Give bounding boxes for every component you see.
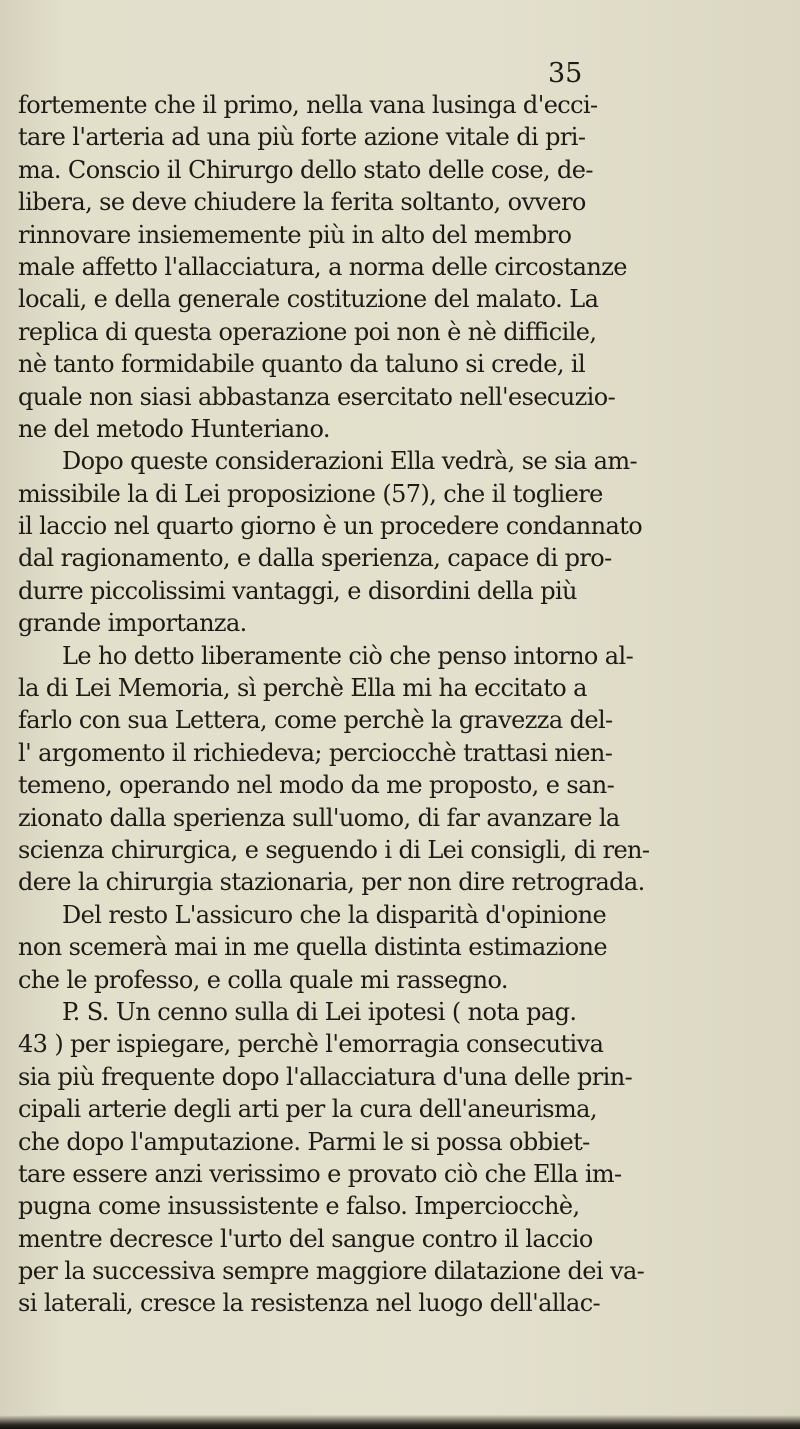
text-line xyxy=(18,283,788,315)
line-text: la di Lei Memoria, sì perchè Ella mi ha eccitato a xyxy=(18,674,587,703)
text-line xyxy=(18,672,788,704)
line-text: durre piccolissimi vantaggi, e disordini della più xyxy=(18,576,577,605)
line-text: Dopo queste considerazioni Ella vedrà, se sia am- xyxy=(62,447,637,476)
text-line xyxy=(18,316,788,348)
line-text: dere la chirurgia stazionaria, per non dire retrograda. xyxy=(18,868,645,897)
text-line xyxy=(18,445,788,477)
text-line xyxy=(18,575,788,607)
line-text: replica di questa operazione poi non è nè difficile, xyxy=(18,317,597,346)
text-line xyxy=(18,219,788,251)
text-line xyxy=(18,121,788,153)
text-line xyxy=(18,1061,788,1093)
line-text: missibile la di Lei proposizione (57), che il togliere xyxy=(18,479,603,508)
text-line xyxy=(18,964,788,996)
text-line xyxy=(18,348,788,380)
text-line xyxy=(18,899,788,931)
text-line xyxy=(18,834,788,866)
line-text: il laccio nel quarto giorno è un procedere condannato xyxy=(18,512,643,541)
line-text: nè tanto formidabile quanto da taluno si crede, il xyxy=(18,350,586,379)
body-text xyxy=(18,89,788,1320)
text-line xyxy=(18,866,788,898)
text-line xyxy=(18,1223,788,1255)
text-line xyxy=(18,186,788,218)
line-text: 43 ) per ispiegare, perchè l'emorragia consecutiva xyxy=(18,1030,604,1059)
page-bottom-edge xyxy=(0,1415,800,1429)
text-line xyxy=(18,1158,788,1190)
line-text: tare l'arteria ad una più forte azione vitale di pri- xyxy=(18,123,586,152)
text-line xyxy=(18,931,788,963)
line-text: zionato dalla sperienza sull'uomo, di far avanzare la xyxy=(18,803,620,832)
line-text: grande importanza. xyxy=(18,609,247,638)
text-line xyxy=(18,704,788,736)
line-text: Del resto L'assicuro che la disparità d'opinione xyxy=(62,900,607,929)
line-text: cipali arterie degli arti per la cura dell'aneurisma, xyxy=(18,1095,597,1124)
line-text: locali, e della generale costituzione del malato. La xyxy=(18,285,599,314)
line-text: scienza chirurgica, e seguendo i di Lei consigli, di ren- xyxy=(18,835,650,864)
line-text: fortemente che il primo, nella vana lusinga d'ecci- xyxy=(18,91,598,119)
line-text: dal ragionamento, e dalla sperienza, capace di pro- xyxy=(18,544,612,573)
text-line xyxy=(18,1255,788,1287)
line-text: temeno, operando nel modo da me proposto, e san- xyxy=(18,771,615,800)
text-line xyxy=(18,1287,788,1319)
line-text: per la successiva sempre maggiore dilatazione dei va- xyxy=(18,1257,645,1286)
line-text: tare essere anzi verissimo e provato ciò che Ella im- xyxy=(18,1159,622,1188)
line-text: che le professo, e colla quale mi rassegno. xyxy=(18,965,508,994)
text-line xyxy=(18,607,788,639)
line-text: ma. Conscio il Chirurgo dello stato delle cose, de- xyxy=(18,155,593,184)
text-line xyxy=(18,769,788,801)
line-text: rinnovare insiememente più in alto del membro xyxy=(18,220,572,249)
line-text: libera, se deve chiudere la ferita soltanto, ovvero xyxy=(18,188,586,217)
text-line xyxy=(18,640,788,672)
line-text: pugna come insussistente e falso. Imperciocchè, xyxy=(18,1192,580,1221)
text-line xyxy=(18,542,788,574)
text-line xyxy=(18,89,788,121)
page-number: 35 xyxy=(548,58,583,89)
line-text: sia più frequente dopo l'allacciatura d'una delle prin- xyxy=(18,1062,633,1091)
line-text: farlo con sua Lettera, come perchè la gravezza del- xyxy=(18,706,613,735)
text-line xyxy=(18,1190,788,1222)
text-line xyxy=(18,1093,788,1125)
text-line xyxy=(18,1028,788,1060)
text-line xyxy=(18,154,788,186)
line-text: mentre decresce l'urto del sangue contro il laccio xyxy=(18,1224,593,1253)
line-text: P. S. Un cenno sulla di Lei ipotesi ( nota pag. xyxy=(62,997,577,1026)
line-text: che dopo l'amputazione. Parmi le si possa obbiet- xyxy=(18,1127,590,1156)
text-line xyxy=(18,802,788,834)
line-text: Le ho detto liberamente ciò che penso intorno al- xyxy=(62,641,634,670)
text-line xyxy=(18,381,788,413)
text-line xyxy=(18,737,788,769)
text-line xyxy=(18,413,788,445)
text-line xyxy=(18,510,788,542)
text-line xyxy=(18,996,788,1028)
text-line xyxy=(18,1126,788,1158)
text-line xyxy=(18,478,788,510)
line-text: quale non siasi abbastanza esercitato nell'esecuzio- xyxy=(18,382,616,411)
line-text: l' argomento il richiedeva; perciocchè trattasi nien- xyxy=(18,738,613,767)
line-text: non scemerà mai in me quella distinta estimazione xyxy=(18,933,608,962)
line-text: si laterali, cresce la resistenza nel luogo dell'allac- xyxy=(18,1289,601,1318)
line-text: male affetto l'allacciatura, a norma delle circostanze xyxy=(18,252,627,281)
text-line xyxy=(18,251,788,283)
line-text: ne del metodo Hunteriano. xyxy=(18,414,330,443)
